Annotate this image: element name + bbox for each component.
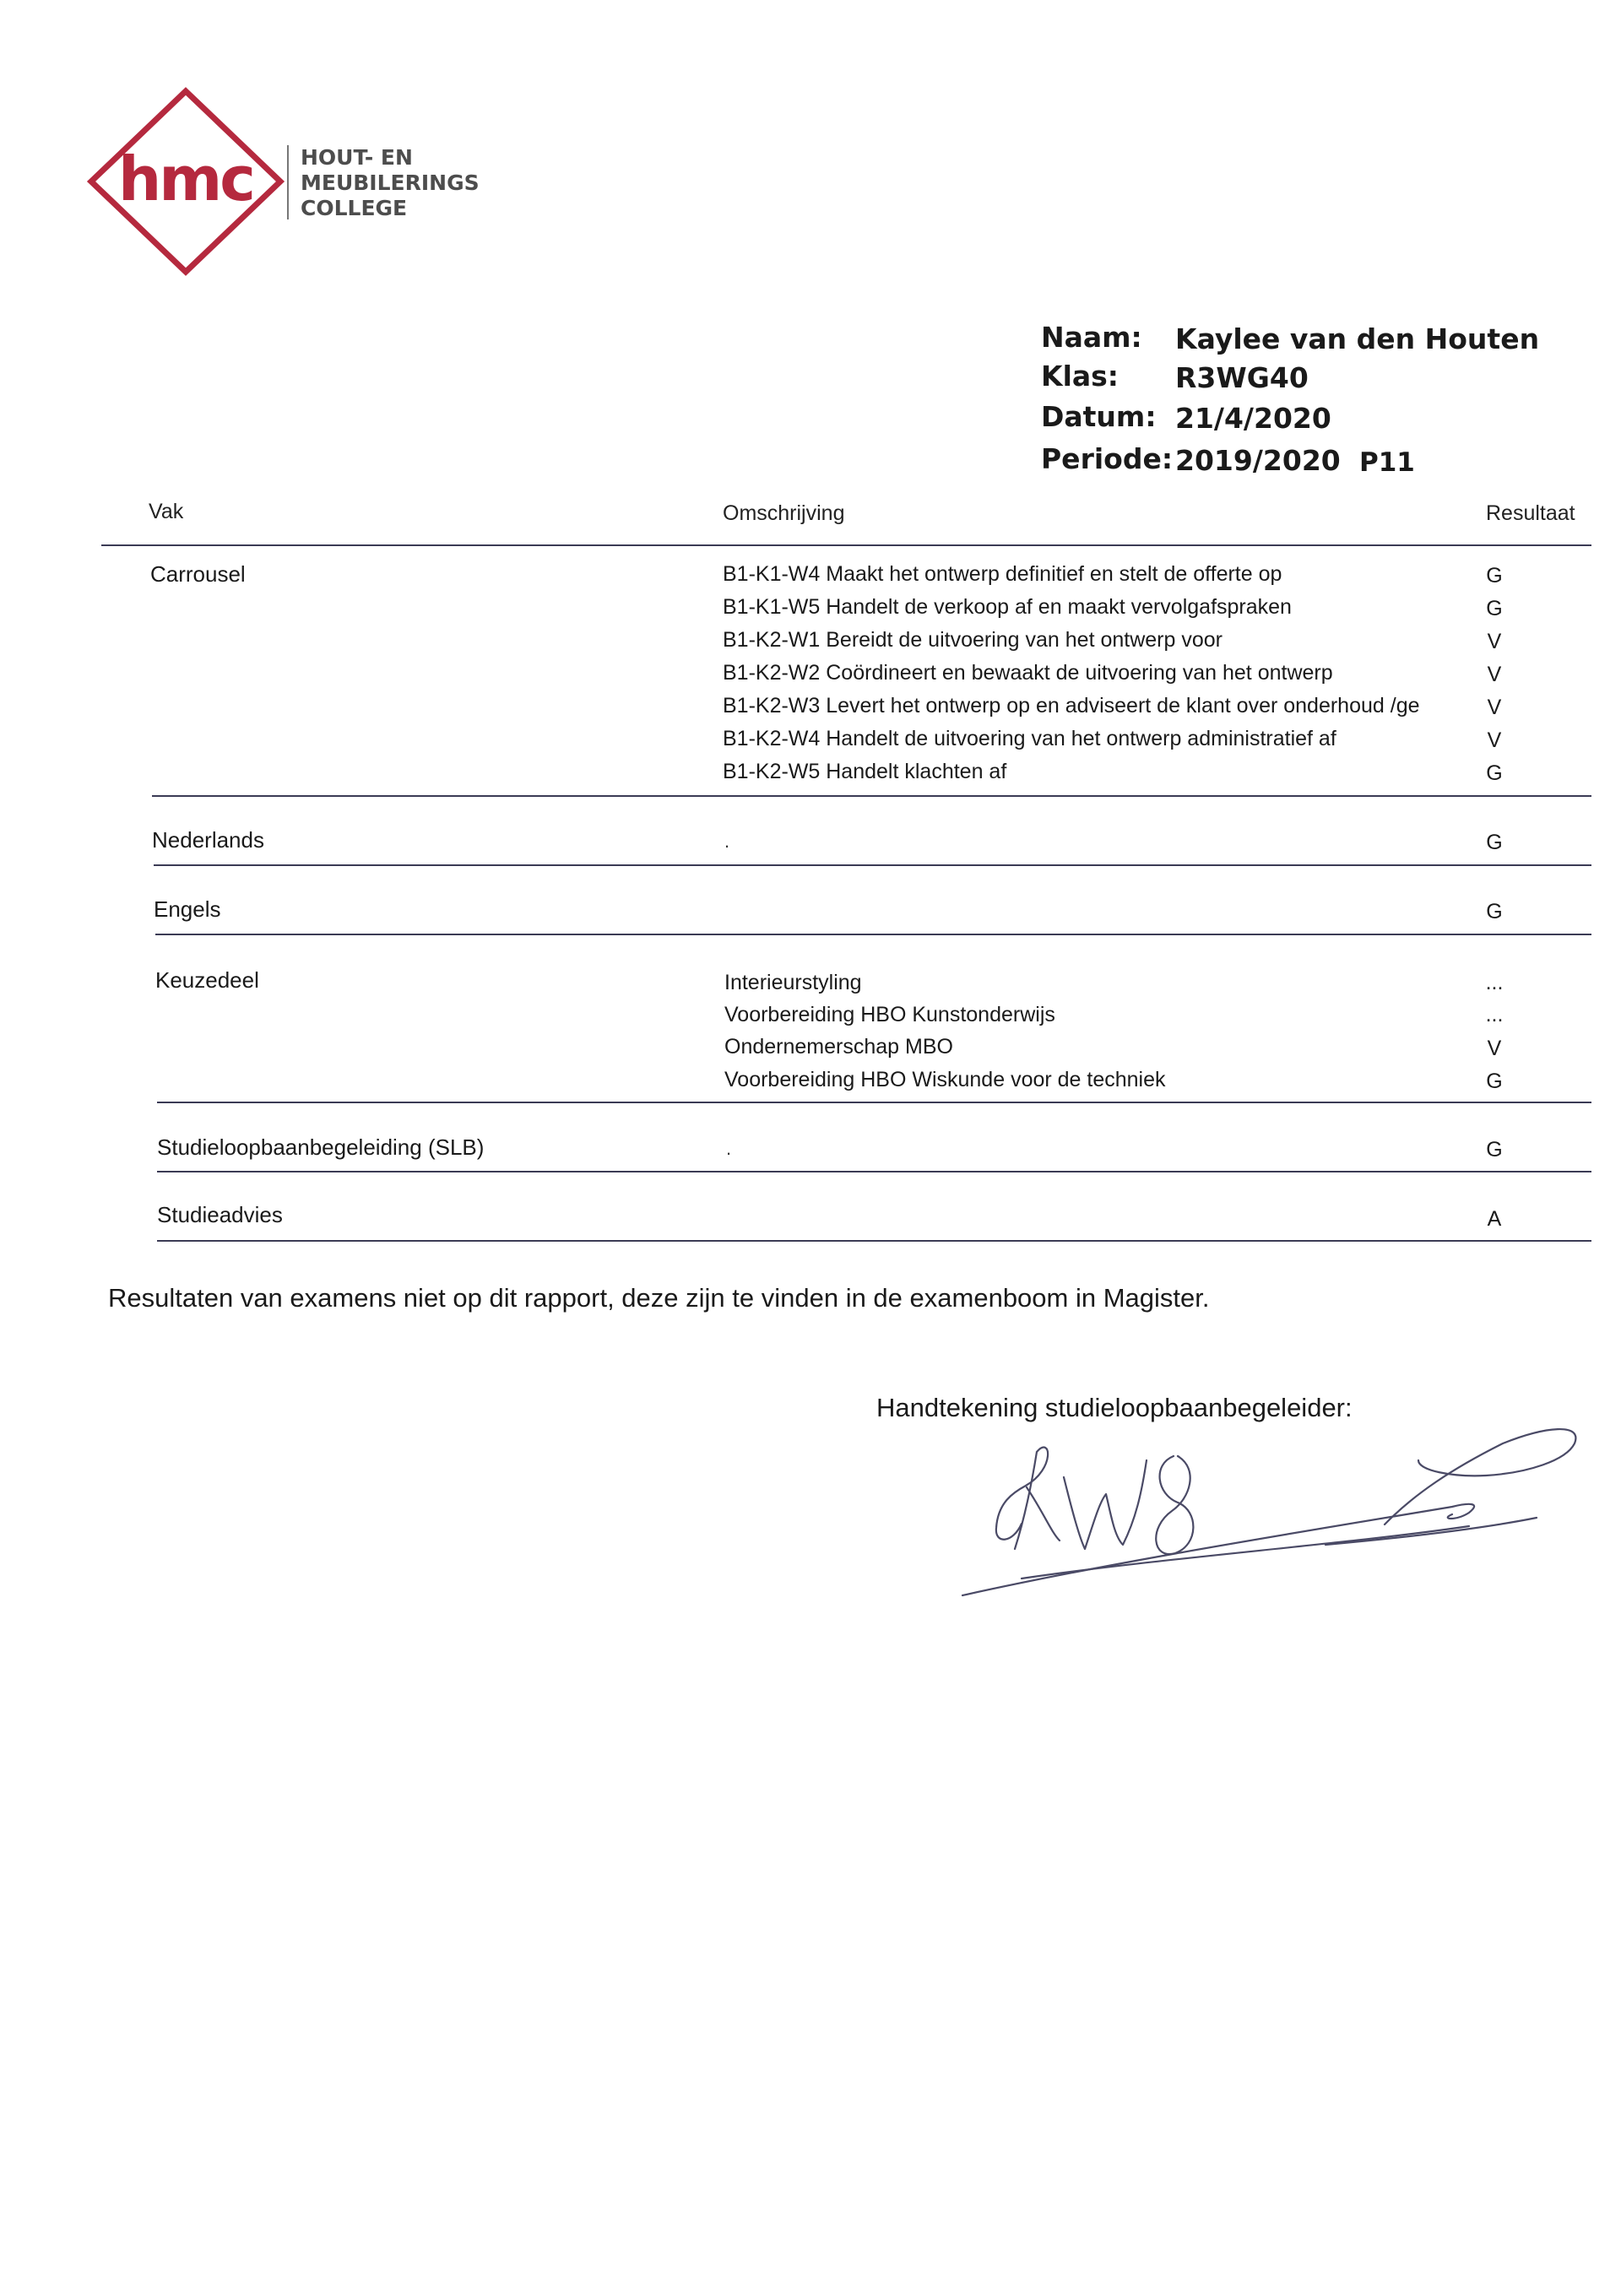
school-logo xyxy=(84,84,480,279)
row-rule xyxy=(157,1171,1591,1172)
logo-wordmark xyxy=(301,145,480,221)
row-rule xyxy=(154,864,1591,866)
resultaat-cell: ... xyxy=(1485,971,1504,994)
omschrijving-dot: . xyxy=(726,1138,732,1159)
vak-engels: Engels xyxy=(154,896,221,922)
resultaat-cell: G xyxy=(1486,1069,1503,1093)
periode-code: P11 xyxy=(1359,447,1415,478)
header-rule xyxy=(101,544,1591,546)
omschrijving-row: B1-K2-W4 Handelt de uitvoering van het ontwerp administratief af xyxy=(723,727,1336,750)
omschrijving-row: Interieurstyling xyxy=(724,971,862,994)
resultaat-cell: G xyxy=(1486,1138,1503,1162)
omschrijving-row: B1-K1-W5 Handelt de verkoop af en maakt vervolgafspraken xyxy=(723,595,1292,619)
datum-label: Datum: xyxy=(1041,400,1157,433)
header-omschrijving: Omschrijving xyxy=(723,501,845,525)
resultaat-cell: V xyxy=(1487,663,1502,686)
periode-value: 2019/2020 xyxy=(1175,444,1341,477)
logo-line-1: HOUT- EN xyxy=(301,145,413,170)
vak-keuzedeel: Keuzedeel xyxy=(155,967,259,993)
vak-carrousel: Carrousel xyxy=(150,561,246,587)
datum-value: 21/4/2020 xyxy=(1175,402,1331,435)
vak-studieadvies: Studieadvies xyxy=(157,1202,283,1227)
exam-results-note: Resultaten van examens niet op dit rapport, deze zijn te vinden in de examenboom in Magister. xyxy=(108,1283,1210,1313)
svg-text:hmc: hmc xyxy=(118,144,253,214)
periode-label: Periode: xyxy=(1041,442,1174,475)
omschrijving-row: B1-K2-W5 Handelt klachten af xyxy=(723,760,1007,783)
resultaat-cell: G xyxy=(1486,564,1503,588)
row-rule xyxy=(152,795,1591,797)
resultaat-cell: V xyxy=(1487,1037,1502,1060)
row-rule xyxy=(157,1102,1591,1103)
vak-slb: Studieloopbaanbegeleiding (SLB) xyxy=(157,1134,485,1160)
resultaat-cell: ... xyxy=(1485,1003,1504,1026)
logo-line-2: MEUBILERINGS xyxy=(301,171,480,195)
omschrijving-row: B1-K2-W3 Levert het ontwerp op en adviseert de klant over onderhoud /ge xyxy=(723,694,1420,718)
resultaat-cell: G xyxy=(1486,597,1503,620)
header-vak: Vak xyxy=(149,500,184,523)
naam-label: Naam: xyxy=(1041,321,1142,354)
resultaat-cell: V xyxy=(1487,728,1502,752)
resultaat-cell: A xyxy=(1487,1207,1502,1231)
omschrijving-row: B1-K1-W4 Maakt het ontwerp definitief en stelt de offerte op xyxy=(723,562,1282,586)
omschrijving-row: Voorbereiding HBO Wiskunde voor de techniek xyxy=(724,1068,1166,1091)
header-resultaat: Resultaat xyxy=(1486,501,1575,525)
resultaat-cell: V xyxy=(1487,630,1502,653)
omschrijving-row: B1-K2-W2 Coördineert en bewaakt de uitvoering van het ontwerp xyxy=(723,661,1333,685)
resultaat-cell: V xyxy=(1487,696,1502,719)
vak-nederlands: Nederlands xyxy=(152,827,264,853)
row-rule xyxy=(157,1240,1591,1242)
omschrijving-row: Ondernemerschap MBO xyxy=(724,1035,953,1059)
row-rule xyxy=(155,934,1591,935)
omschrijving-row: Voorbereiding HBO Kunstonderwijs xyxy=(724,1003,1055,1026)
resultaat-cell: G xyxy=(1486,900,1503,923)
omschrijving-row: B1-K2-W1 Bereidt de uitvoering van het ontwerp voor xyxy=(723,628,1223,652)
klas-value: R3WG40 xyxy=(1175,361,1309,394)
signature-label: Handtekening studieloopbaanbegeleider: xyxy=(876,1393,1353,1422)
resultaat-cell: G xyxy=(1486,761,1503,785)
omschrijving-dot: . xyxy=(724,831,730,852)
resultaat-cell: G xyxy=(1486,831,1503,854)
logo-divider xyxy=(287,145,289,219)
logo-line-3: COLLEGE xyxy=(301,196,408,220)
klas-label: Klas: xyxy=(1041,360,1119,393)
naam-value: Kaylee van den Houten xyxy=(1175,322,1540,355)
handwritten-signature xyxy=(946,1376,1587,1612)
hmc-logo-icon xyxy=(84,84,287,279)
